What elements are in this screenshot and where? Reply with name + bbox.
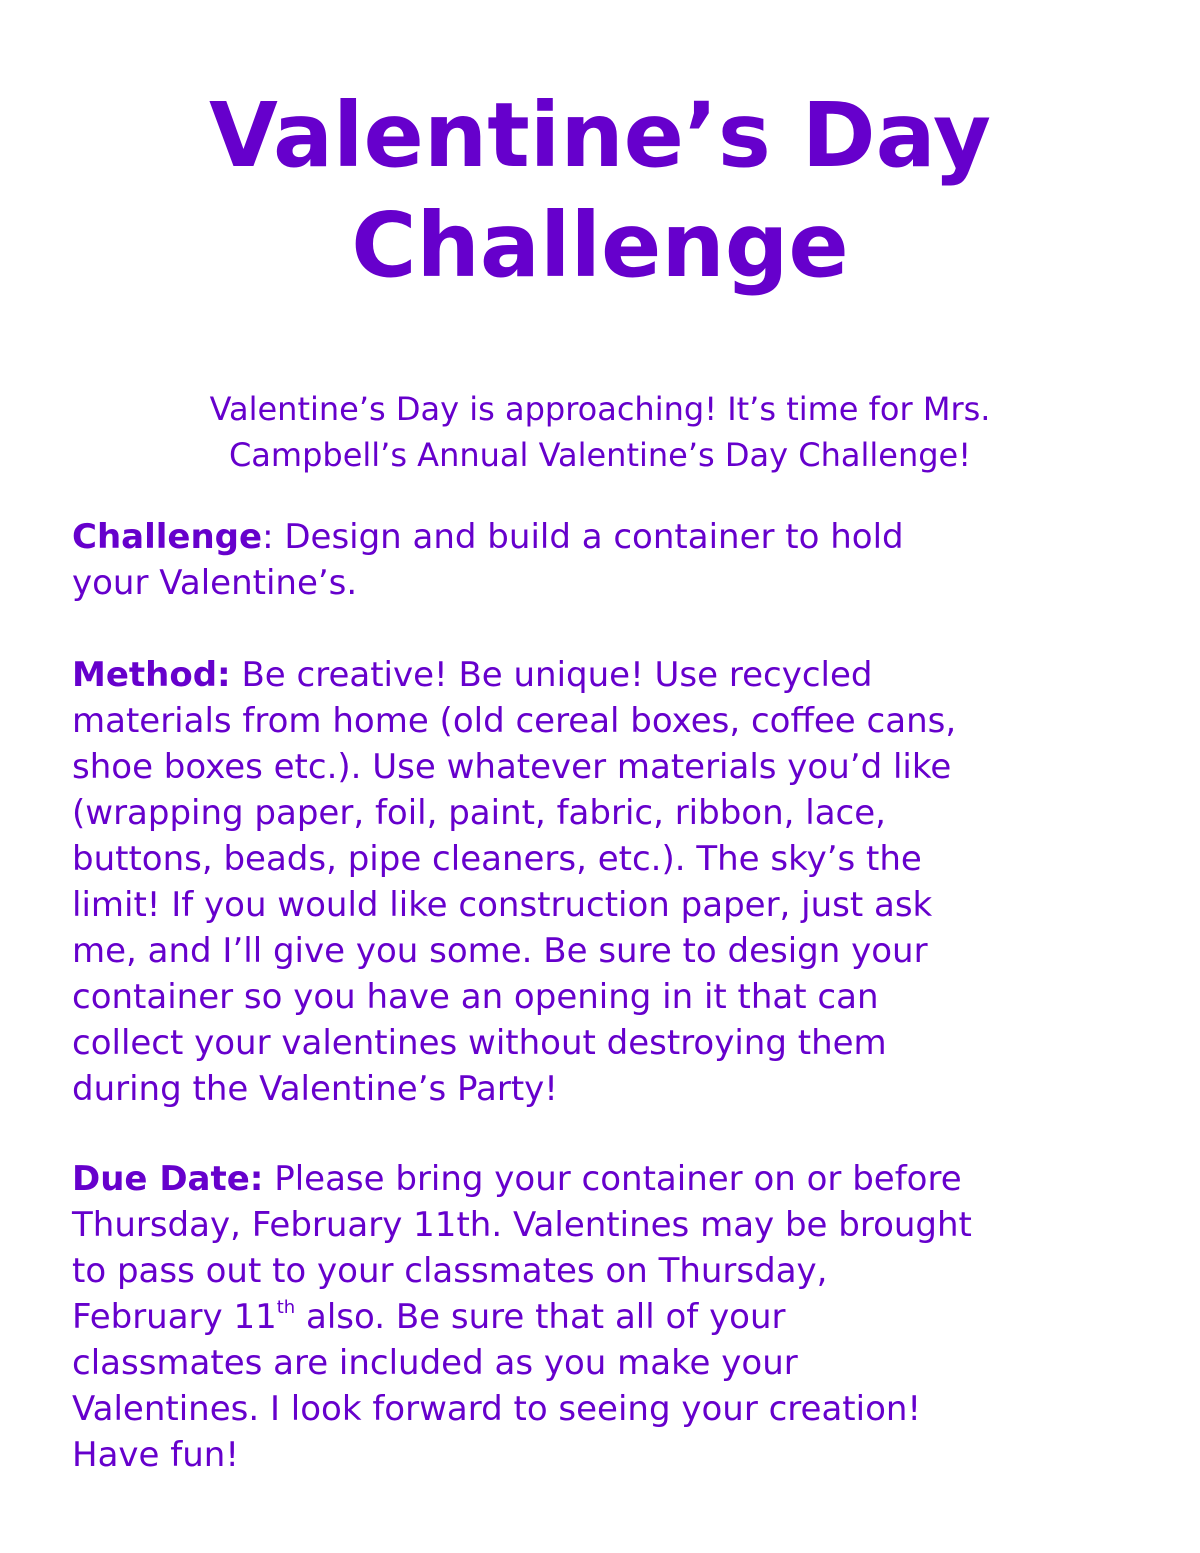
due-date-line-4-rest: also. Be sure that all of your bbox=[295, 1297, 786, 1337]
intro-line-2: Campbell’s Annual Valentine’s Day Challenge! bbox=[228, 436, 972, 474]
method-text-1: Be creative! Be unique! Use recycled bbox=[230, 655, 873, 695]
ordinal-superscript: th bbox=[276, 1297, 296, 1318]
method-line-8: container so you have an opening in it that can bbox=[72, 977, 879, 1017]
method-line-6: limit! If you would like construction paper, just ask bbox=[72, 885, 933, 925]
method-label: Method: bbox=[72, 655, 231, 695]
due-date-line-3: to pass out to your classmates on Thursday, bbox=[72, 1251, 828, 1291]
due-date-line-2: Thursday, February 11th. Valentines may be brought bbox=[72, 1205, 972, 1245]
challenge-label: Challenge bbox=[72, 517, 263, 557]
due-date-line-5: classmates are included as you make your bbox=[72, 1343, 798, 1383]
document-title-line-1: Valentine’s Day bbox=[208, 83, 992, 187]
due-date-line-6: Valentines. I look forward to seeing your creation! bbox=[72, 1389, 922, 1429]
due-date-line-7: Have fun! bbox=[72, 1435, 239, 1475]
method-line-1 bbox=[72, 652, 1152, 698]
challenge-paragraph bbox=[72, 514, 1152, 606]
due-date-line-1 bbox=[72, 1156, 1152, 1202]
method-line-7: me, and I’ll give you some. Be sure to design your bbox=[72, 931, 928, 971]
method-line-10: during the Valentine’s Party! bbox=[72, 1069, 558, 1109]
method-line-4: (wrapping paper, foil, paint, fabric, ribbon, lace, bbox=[72, 793, 886, 833]
document-title-line-2: Challenge bbox=[351, 193, 849, 297]
intro-line-1: Valentine’s Day is approaching! It’s time for Mrs. bbox=[209, 390, 991, 428]
due-date-line-4-start: February 11 bbox=[72, 1297, 277, 1337]
method-line-5: buttons, beads, pipe cleaners, etc.). The sky’s the bbox=[72, 839, 922, 879]
method-paragraph bbox=[72, 652, 1152, 1112]
due-date-label: Due Date: bbox=[72, 1159, 264, 1199]
method-line-9: collect your valentines without destroying them bbox=[72, 1023, 887, 1063]
challenge-line-1 bbox=[72, 514, 1152, 560]
intro-paragraph bbox=[0, 386, 1200, 478]
method-line-3: shoe boxes etc.). Use whatever materials you’d like bbox=[72, 747, 952, 787]
method-line-2: materials from home (old cereal boxes, coffee cans, bbox=[72, 701, 957, 741]
due-date-text-1: Please bring your container on or before bbox=[263, 1159, 962, 1199]
due-date-line-4 bbox=[72, 1294, 1152, 1340]
due-date-paragraph bbox=[72, 1156, 1152, 1478]
challenge-line-2: your Valentine’s. bbox=[72, 563, 358, 603]
challenge-text-1: : Design and build a container to hold bbox=[262, 517, 904, 557]
